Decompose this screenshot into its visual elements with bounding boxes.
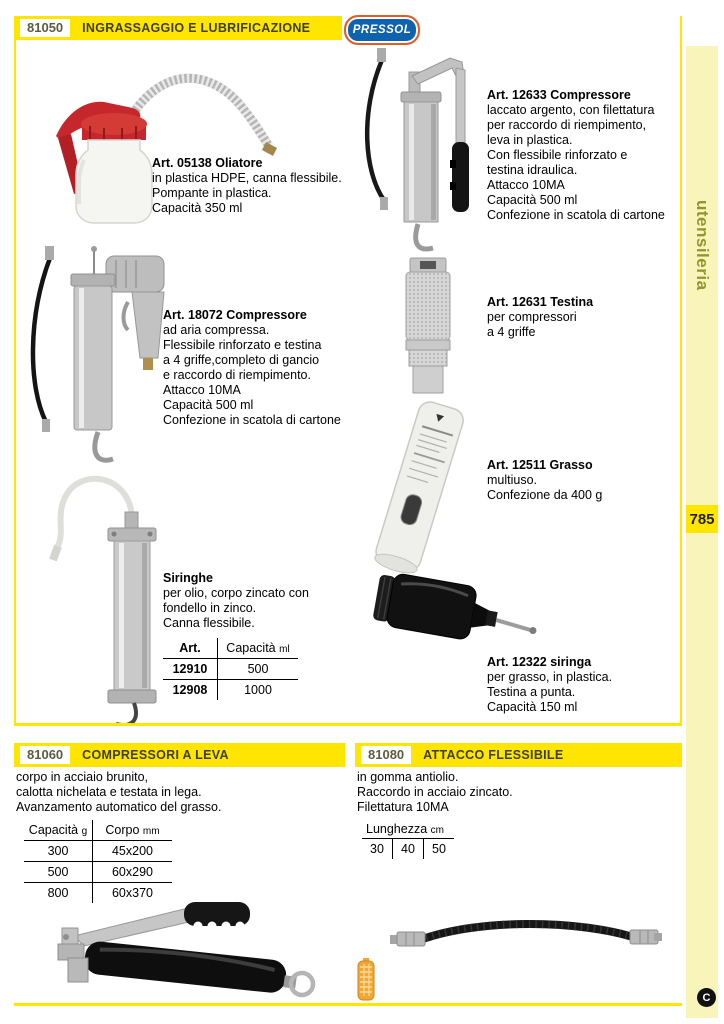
- product-12322-text: [487, 655, 612, 715]
- section-81080-header-bar: [355, 743, 682, 767]
- table-header-art: Art.: [163, 638, 218, 658]
- table-header-capacity: [218, 638, 298, 658]
- header-unit: g: [81, 826, 88, 837]
- table-row: [163, 680, 298, 700]
- product-line: testina idraulica.: [487, 163, 578, 177]
- pressol-logo: [344, 15, 420, 45]
- page-number-badge: 785: [686, 505, 718, 533]
- table-header-body: [93, 820, 172, 840]
- product-line: Capacità 350 ml: [152, 201, 243, 215]
- cell-capacity: 800: [24, 883, 93, 903]
- section-header-bar: [14, 16, 342, 40]
- product-title: Art. 12511 Grasso: [487, 458, 593, 472]
- cell-body: 45x200: [111, 844, 153, 858]
- cell-length: 30: [362, 839, 393, 859]
- cell-capacity: 500: [247, 662, 269, 676]
- cell-body: 60x290: [111, 865, 153, 879]
- cell-art: 12908: [163, 680, 218, 700]
- table-header-length: [362, 820, 454, 839]
- product-line: laccato argento, con filettatura: [487, 103, 655, 117]
- plastic-syringe-illustration: [366, 570, 546, 665]
- product-line: a 4 griffe: [487, 325, 536, 339]
- product-line: ad aria compressa.: [163, 323, 270, 337]
- oil-syringe-illustration: [28, 448, 178, 723]
- section-line: Avanzamento automatico del grasso.: [16, 800, 222, 814]
- compressori-size-table: [24, 820, 172, 903]
- product-line: in plastica HDPE, canna flessibile.: [152, 171, 342, 185]
- product-title: Art. 12631 Testina: [487, 295, 594, 309]
- product-line: e raccordo di riempimento.: [163, 368, 311, 382]
- header-text: Capacità: [28, 823, 79, 837]
- product-line: per compressori: [487, 310, 577, 324]
- air-grease-gun-illustration: [16, 236, 168, 474]
- product-line: Capacità 500 ml: [487, 193, 578, 207]
- product-title: Siringhe: [163, 571, 214, 585]
- product-line: per grasso, in plastica.: [487, 670, 613, 684]
- cartridge-pictogram-icon: [356, 958, 376, 1002]
- product-line: per olio, corpo zincato con: [163, 586, 309, 600]
- product-title: Art. 05138 Oliatore: [152, 156, 263, 170]
- table-header-capacity: [24, 820, 93, 840]
- header-unit: ml: [279, 644, 290, 655]
- product-12631-text: [487, 295, 593, 340]
- coupler-head-illustration: [396, 256, 460, 396]
- product-18072-text: [163, 308, 341, 428]
- corner-c-mark: C: [697, 988, 716, 1007]
- grease-gun-illustration: [352, 42, 487, 257]
- product-line: Con flessibile rinforzato e: [487, 148, 628, 162]
- cell-length: 50: [432, 842, 446, 856]
- cell-capacity: 1000: [244, 683, 272, 697]
- table-header-row: [24, 820, 172, 841]
- product-line: Confezione in scatola di cartone: [163, 413, 341, 427]
- section-81080-title: ATTACCO FLESSIBILE: [423, 748, 564, 762]
- section-line: Filettatura 10MA: [357, 800, 449, 814]
- lunghezza-table: [362, 820, 454, 859]
- table-row: [24, 841, 172, 862]
- product-line: Flessibile rinforzato e testina: [163, 338, 322, 352]
- bottom-divider-rule: [14, 1003, 682, 1006]
- product-line: Testina a punta.: [487, 685, 576, 699]
- section-81060-code: 81060: [20, 746, 70, 764]
- product-12633-text: [487, 88, 665, 223]
- product-line: Capacità 150 ml: [487, 700, 578, 714]
- section-81080-text: [357, 770, 513, 815]
- product-line: leva in plastica.: [487, 133, 573, 147]
- pressol-logo-text: PRESSOL: [352, 24, 412, 36]
- section-title: INGRASSAGGIO E LUBRIFICAZIONE: [82, 21, 311, 35]
- table-row: [163, 659, 298, 680]
- product-title: Art. 18072 Compressore: [163, 308, 307, 322]
- header-text: Capacità: [226, 641, 276, 655]
- lever-grease-gun-illustration: [48, 892, 318, 1007]
- table-values-row: [362, 839, 454, 859]
- cell-body: 60x370: [111, 886, 153, 900]
- product-12511-text: [487, 458, 602, 503]
- product-line: Confezione da 400 g: [487, 488, 603, 502]
- section-81060-text: [16, 770, 221, 815]
- cell-length: 40: [393, 839, 424, 859]
- product-line: Canna flessibile.: [163, 616, 255, 630]
- section-81060-header-bar: [14, 743, 345, 767]
- cell-art: 12910: [163, 659, 218, 679]
- section-line: in gomma antiolio.: [357, 770, 459, 784]
- side-tab-label: utensileria: [693, 200, 712, 291]
- product-05138-text: [152, 156, 342, 216]
- product-line: Attacco 10MA: [163, 383, 241, 397]
- cell-capacity: 300: [24, 841, 93, 861]
- product-siringhe-text: [163, 571, 309, 631]
- product-title: Art. 12633 Compressore: [487, 88, 631, 102]
- section-line: calotta nichelata e testata in lega.: [16, 785, 202, 799]
- table-header-row: [163, 638, 298, 659]
- header-unit: cm: [430, 825, 444, 836]
- product-title: Art. 12322 siringa: [487, 655, 592, 669]
- grease-cartridge-illustration: [362, 396, 477, 581]
- header-text: Lunghezza: [366, 822, 428, 836]
- header-unit: mm: [142, 826, 160, 837]
- product-line: Attacco 10MA: [487, 178, 565, 192]
- header-text: Corpo: [105, 823, 140, 837]
- section-line: Raccordo in acciaio zincato.: [357, 785, 513, 799]
- product-line: Pompante in plastica.: [152, 186, 272, 200]
- section-81080-code: 81080: [361, 746, 411, 764]
- product-line: Confezione in scatola di cartone: [487, 208, 665, 222]
- flexible-hose-illustration: [390, 908, 662, 966]
- product-line: per raccordo di riempimento,: [487, 118, 647, 132]
- product-line: multiuso.: [487, 473, 538, 487]
- cell-capacity: 500: [24, 862, 93, 882]
- section-line: corpo in acciaio brunito,: [16, 770, 149, 784]
- section-81060-title: COMPRESSORI A LEVA: [82, 748, 229, 762]
- product-line: Capacità 500 ml: [163, 398, 254, 412]
- section-code: 81050: [20, 19, 70, 37]
- siringhe-size-table: [163, 638, 298, 700]
- product-line: a 4 griffe,completo di gancio: [163, 353, 320, 367]
- product-line: fondello in zinco.: [163, 601, 257, 615]
- table-row: [24, 862, 172, 883]
